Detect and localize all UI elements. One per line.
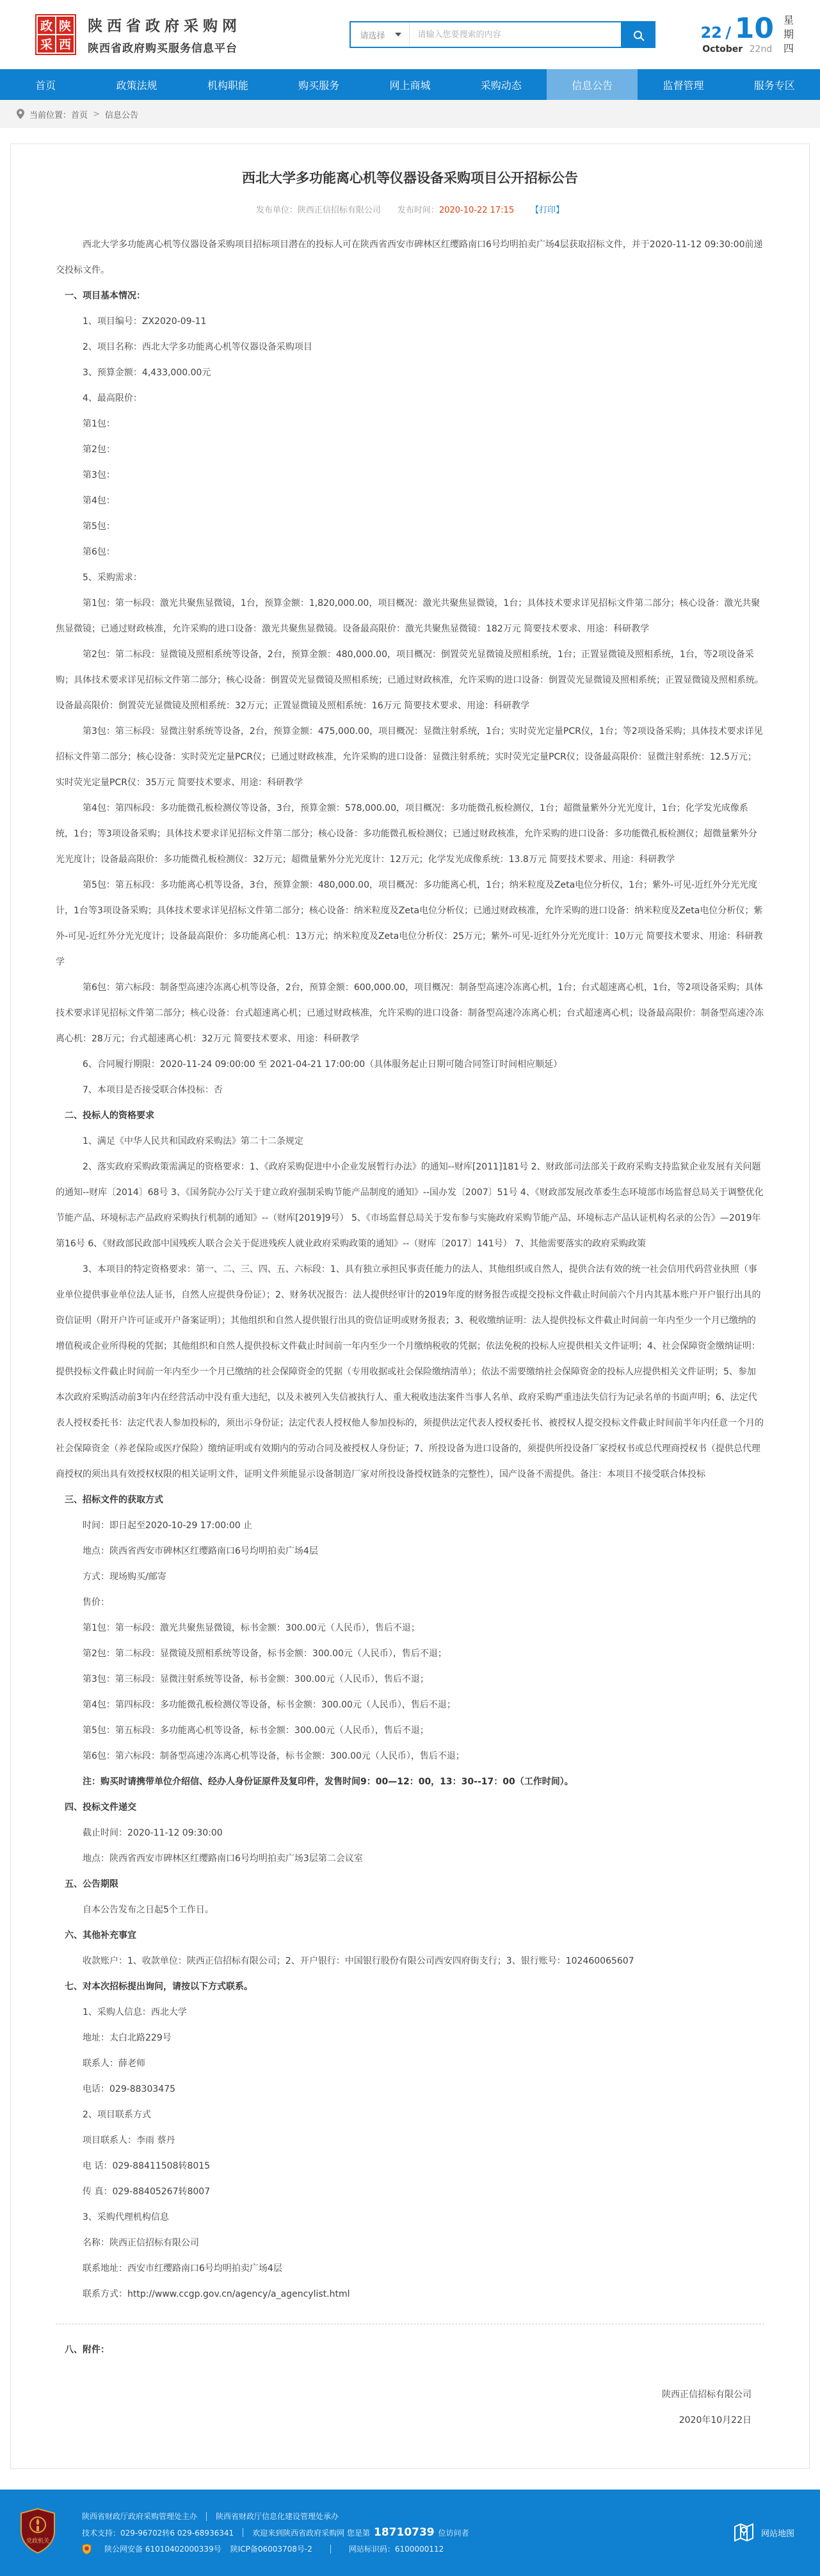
article-paragraph: 联系地址：西安市红缨路南口6号均明拍卖广场4层 [83, 2263, 282, 2274]
date-ordinal: 22nd [749, 44, 773, 54]
signature-date: 2020年10月22日 [679, 2415, 752, 2425]
search-button[interactable] [621, 22, 654, 47]
article-meta [56, 203, 764, 215]
visitor-count: 18710739 [374, 2526, 435, 2539]
article-paragraph: 售价： [83, 1597, 109, 1608]
article-paragraph: 第5包：第五标段：多功能离心机等设备，3台，预算金额：480,000.00，项目概况：多功能离心机，1台；纳米粒度及Zeta电位分析仪，1台；紫外-可见-近红外分光光度计，1台等3项设备采购；具体技术要求详见招标文件第二部分；核心设备：纳米粒度及Zeta电位分析仪；已通过财政核准，允许采购的进口设备：纳米粒度及Zeta电位分析仪；紫外-可见-近红外分光光度计；设备最高限价：多功能离心机：13万元；纳米粒度及Zeta电位分析仪：25万元；紫外-可见-近红外分光光度计：10万元 简要技术要求、用途：科研教学 [56, 879, 763, 967]
footer-undertaker: 陕西省财政厅信息化建设管理处承办 [216, 2512, 339, 2521]
date-weekday: 星 期 四 [783, 14, 794, 54]
article-paragraph: 第5包： [83, 521, 115, 532]
article-paragraph: 第3包： [83, 469, 115, 480]
logo-char: 采 [38, 35, 55, 53]
gov-badge-icon [19, 2508, 56, 2557]
article-paragraph: 第4包： [83, 495, 115, 506]
footer-support: 技术支持：029-96702转6 029-68936341 [82, 2528, 234, 2538]
breadcrumb-prefix: 当前位置： [29, 110, 72, 120]
footer-beian[interactable]: 陕公网安备 61010402000339号 [104, 2545, 221, 2554]
article-paragraph: 自本公告发布之日起5个工作日。 [83, 1904, 214, 1915]
article-paragraph: 传 真：029-88405267转8007 [83, 2186, 211, 2197]
footer-organizer: 陕西省财政厅政府采购管理处主办 [82, 2512, 198, 2521]
article-paragraph: 方式：现场购买/邮寄 [83, 1571, 166, 1582]
date-day: 22 [700, 24, 722, 42]
article-paragraph: 第3包：第三标段：显微注射系统等设备，2台，预算金额：475,000.00，项目概况：显微注射系统，1台；实时荧光定量PCR仪，1台；等2项设备采购；具体技术要求详见招标文件第二部分；核心设备：实时荧光定量PCR仪；已通过财政核准，允许采购的进口设备：显微注射系统；实时荧光定量PCR仪；设备最高限价：显微注射系统：12.5万元；实时荧光定量PCR仪：35万元 简要技术要求、用途：科研教学 [56, 726, 763, 788]
announcement-article [10, 143, 810, 2469]
article-paragraph: 第5包：第五标段：多功能离心机等设备，标书金额：300.00元（人民币），售后不退； [83, 1725, 429, 1736]
footer-welcome-suffix: 位访问者 [438, 2528, 469, 2538]
nav-item-5[interactable]: 采购动态 [480, 79, 522, 92]
date-month-number: 10 [734, 12, 774, 45]
article-paragraph: 第3包：第三标段：显微注射系统等设备，标书金额：300.00元（人民币），售后不退； [83, 1674, 429, 1684]
nav-item-4[interactable]: 网上商城 [389, 79, 431, 92]
search-bar [350, 21, 655, 48]
article-paragraph: 地址：太白北路229号 [83, 2032, 172, 2043]
article-paragraph: 第6包：第六标段：制备型高速冷冻离心机等设备，标书金额：300.00元（人民币），售后不退； [83, 1750, 465, 1761]
article-paragraph: 时间：即日起至2020-10-29 17:00:00 止 [83, 1520, 253, 1531]
nav-item-2[interactable]: 机构职能 [207, 79, 248, 92]
sitemap-label: 网站地图 [760, 2529, 794, 2539]
article-paragraph: 4、最高限价： [83, 393, 142, 404]
article-paragraph: 电 话：029-88411508转8015 [83, 2160, 211, 2171]
article-wrapper [0, 128, 820, 2490]
article-paragraph: 1、满足《中华人民共和国政府采购法》第二十二条规定 [83, 1136, 303, 1146]
footer-site-code: 网站标识码：6100000112 [348, 2545, 444, 2554]
site-subtitle: 陕西省政府购买服务信息平台 [88, 42, 237, 55]
logo-char: 西 [56, 35, 74, 53]
nav-item-0[interactable]: 首页 [35, 79, 56, 92]
article-paragraph: 第1包： [83, 418, 115, 429]
signature-company: 陕西正信招标有限公司 [662, 2389, 752, 2400]
article-paragraph: 2、项目名称：西北大学多功能离心机等仪器设备采购项目 [83, 341, 312, 352]
nav-item-6[interactable]: 信息公告 [547, 69, 638, 100]
footer-icp[interactable]: 陕ICP备06003708号-2 [230, 2545, 312, 2554]
article-paragraph: 6、合同履行期限：2020-11-24 09:00:00 至 2021-04-21 17:00:00（具体服务起止日期可随合同签订时间相应顺延） [83, 1059, 563, 1070]
breadcrumb [0, 100, 820, 128]
section-heading: 四、投标文件递交 [65, 1802, 136, 1813]
breadcrumb-separator: > [93, 109, 100, 119]
article-paragraph: 1、采购人信息：西北大学 [83, 2007, 187, 2018]
section-heading: 五、公告期限 [65, 1879, 118, 1889]
date-month-name: October [702, 44, 743, 54]
logo-char: 陕 [56, 17, 74, 34]
section-heading: 二、投标人的资格要求 [65, 1110, 154, 1121]
page-title: 西北大学多功能离心机等仪器设备采购项目公开招标公告 [242, 170, 578, 186]
footer-welcome-prefix: 欢迎来到陕西省政府采购网 您是第 [252, 2528, 370, 2538]
map-icon [733, 2522, 755, 2543]
section-heading: 一、项目基本情况： [65, 290, 145, 301]
article-paragraph: 地点：陕西省西安市碑林区红缨路南口6号均明拍卖广场4层 [83, 1545, 318, 1556]
site-logo [35, 14, 76, 55]
nav-item-1[interactable]: 政策法规 [116, 79, 157, 92]
signature-block [56, 2382, 764, 2433]
article-paragraph: 第6包： [83, 546, 115, 557]
article-paragraph: 项目联系人：李雨 蔡丹 [83, 2135, 175, 2146]
article-paragraph: 地点：陕西省西安市碑林区红缨路南口6号均明拍卖广场3层第二会议室 [83, 1853, 363, 1864]
nav-item-7[interactable]: 监督管理 [663, 79, 704, 92]
article-paragraph: 2、项目联系方式 [83, 2109, 151, 2120]
article-body [56, 232, 764, 2363]
publisher-label: 发布单位： [255, 205, 298, 215]
article-paragraph: 第6包：第六标段：制备型高速冷冻离心机等设备，2台，预算金额：600,000.00，项目概况：制备型高速冷冻离心机，1台；台式超速离心机，1台，等2项设备采购；具体技术要求详见招标文件第二部分；核心设备：台式超速离心机；已通过财政核准，允许采购的进口设备：制备型高速冷冻离心机；台式超速离心机；设备最高限价：制备型高速冷冻离心机：28万元；台式超速离心机：32万元 简要技术要求、用途：科研教学 [56, 982, 764, 1044]
search-input[interactable] [410, 22, 621, 47]
publisher-value: 陕西正信招标有限公司 [297, 205, 381, 215]
date-widget [700, 13, 794, 56]
article-paragraph: 收款账户：1、收款单位：陕西正信招标有限公司；2、开户银行：中国银行股份有限公司西安四府街支行；3、银行账号：102460065607 [83, 1955, 634, 1966]
article-paragraph: 5、采购需求： [83, 572, 142, 583]
article-paragraph: 注：购买时请携带单位介绍信、经办人身份证原件及复印件，发售时间9：00—12：00，13：30--17：00（工作时间）。 [83, 1776, 574, 1787]
search-select-label: 请选择 [360, 31, 385, 41]
logo-char: 政 [38, 17, 55, 34]
article-paragraph: 联系人：薛老师 [83, 2058, 145, 2069]
police-badge-icon [82, 2544, 92, 2554]
article-paragraph: 3、采购代理机构信息 [83, 2212, 169, 2222]
article-paragraph: 第4包：第四标段：多功能微孔板检测仪等设备，标书金额：300.00元（人民币），售后不退； [83, 1699, 456, 1710]
article-paragraph: 第4包：第四标段：多功能微孔板检测仪等设备，3台，预算金额：578,000.00，项目概况：多功能微孔板检测仪，1台；超微量紫外分光光度计，1台；化学发光成像系统，1台；等3项设备采购；具体技术要求详见招标文件第二部分；核心设备：多功能微孔板检测仪；已通过财政核准，允许采购的进口设备：多功能微孔板检测仪；超微量紫外分光光度计；设备最高限价：多功能微孔板检测仪：32万元；超微量紫外分光光度计：12万元；化学发光成像系统：13.8万元 简要技术要求、用途：科研教学 [56, 803, 757, 865]
article-paragraph: 联系方式：http://www.ccgp.gov.cn/agency/a_agencylist.html [83, 2288, 350, 2299]
publish-time-label: 发布时间： [397, 205, 439, 215]
article-paragraph: 第2包： [83, 444, 115, 455]
publish-time-value: 2020-10-22 17:15 [438, 205, 515, 215]
gov-badge-label: 党政机关 [26, 2538, 50, 2545]
location-pin-icon [17, 109, 24, 119]
section-heading: 六、其他补充事宜 [65, 1930, 136, 1941]
article-paragraph: 7、本项目是否接受联合体投标：否 [83, 1084, 223, 1095]
chevron-down-icon [395, 33, 401, 37]
site-footer [0, 2490, 820, 2576]
site-title: 陕西省政府采购网 [88, 18, 241, 35]
breadcrumb-current: 信息公告 [104, 110, 138, 120]
article-paragraph: 西北大学多功能离心机等仪器设备采购项目招标项目潜在的投标人可在陕西省西安市碑林区红缨路南口6号均明拍卖广场4层获取招标文件，并于2020-11-12 09:30:00前递交投标文件。 [56, 239, 763, 275]
print-button[interactable]: 【打印】 [531, 205, 565, 215]
article-paragraph: 3、预算金额：4,433,000.00元 [83, 367, 211, 378]
article-paragraph: 电话：029-88303475 [83, 2083, 176, 2094]
article-paragraph: 第2包：第二标段：显微镜及照相系统等设备，2台，预算金额：480,000.00，项目概况：倒置荧光显微镜及照相系统，1台；正置显微镜及照相系统，1台，等2项设备采购；具体技术要求详见招标文件第二部分；核心设备：倒置荧光显微镜及照相系统；已通过财政核准，允许采购的进口设备：倒置荧光显微镜及照相系统；正置显微镜及照相系统。设备最高限价：倒置荧光显微镜及照相系统：32万元；正置显微镜及照相系统：16万元 简要技术要求、用途：科研教学 [56, 649, 764, 711]
article-paragraph: 第1包：第一标段：激光共聚焦显微镜，1台，预算金额：1,820,000.00，项目概况：激光共聚焦显微镜，1台；具体技术要求详见招标文件第二部分；核心设备：激光共聚焦显微镜；已通过财政核准，允许采购的进口设备：激光共聚焦显微镜。设备最高限价：激光共聚焦显微镜：182万元 简要技术要求、用途：科研教学 [56, 598, 760, 634]
date-slash: / [725, 24, 732, 42]
article-paragraph: 截止时间：2020-11-12 09:30:00 [83, 1827, 223, 1838]
search-icon [634, 31, 642, 39]
section-heading: 七、对本次招标提出询问，请按以下方式联系。 [65, 1981, 253, 1992]
section-heading: 八、附件： [65, 2344, 109, 2355]
divider [206, 2512, 207, 2521]
divider [330, 2545, 331, 2554]
section-heading: 三、招标文件的获取方式 [65, 1494, 163, 1505]
article-paragraph: 名称：陕西正信招标有限公司 [83, 2237, 199, 2248]
article-paragraph: 3、本项目的特定资格要求：第一、二、三、四、五、六标段：1、具有独立承担民事责任能力的法人、其他组织或自然人，提供合法有效的统一社会信用代码营业执照（事业单位提供事业单位法人证书，自然人应提供身份证）；2、财务状况报告：法人提供经审计的2019年度的财务报告或提交投标文件截止时间前六个月内其基本账户开户银行出具的资信证明（附开户许可证或开户备案证明）；其他组织和自然人提供银行出具的资信证明或财务报表；3、税收缴纳证明：法人提供投标文件截止时间前一年内至少一个月已缴纳的增值税或企业所得税的凭据；其他组织和自然人提供投标文件截止时间前一年内至少一个月缴纳税收的凭据；依法免税的投标人应提供相关文件证明；4、社会保障资金缴纳证明：提供投标文件截止时间前一年内至少一个月已缴纳的社会保障资金的凭据（专用收据或社会保险缴纳清单）；依法不需要缴纳社会保障资金的投标人应提供相关文件证明；5、参加本次政府采购活动前3年内在经营活动中没有重大违纪，以及未被列入失信被执行人、重大税收违法案件当事人名单、政府采购严重违法失信行为记录名单的书面声明；6、法定代表人授权委托书：法定代表人参加投标的，须出示身份证；法定代表人授权他人参加投标的，须提供法定代表人授权委托书、被授权人提交投标文件截止时间前半年内任意一个月的社会保障资金（养老保险或医疗保险）缴纳证明或有效期内的劳动合同及被授权人身份证；7、所投设备为进口设备的，须提供所投设备厂家授权书或总代理商授权书（提供总代理商授权的须出具有效授权权限的相关证明文件，证明文件须能显示设备制造厂家对所投设备授权链条的完整性），国产设备不需提供。备注：本项目不接受联合体投标 [56, 1264, 764, 1480]
article-paragraph: 第2包：第二标段：显微镜及照相系统等设备，标书金额：300.00元（人民币），售后不退； [83, 1648, 447, 1659]
site-header [0, 0, 820, 69]
article-paragraph: 第1包：第一标段：激光共聚焦显微镜，标书金额：300.00元（人民币），售后不退； [83, 1622, 420, 1633]
article-paragraph: 1、项目编号：ZX2020-09-11 [83, 316, 207, 327]
search-category-select[interactable] [351, 22, 410, 47]
article-paragraph: 2、落实政府采购政策需满足的资格要求：1、《政府采购促进中小企业发展暂行办法》的通知--财库[2011]181号 2、财政部司法部关于政府采购支持监狱企业发展有关问题的通知--财库〔2014〕68号 3、《国务院办公厅关于建立政府强制采购节能产品制度的通知》--国办发〔2007〕51号 4、《财政部发展改革委生态环境部市场监督总局关于调整优化节能产品、环境标志产品政府采购执行机制的通知》--（财库[2019]9号） 5、《市场监督总局关于发布参与实施政府采购节能产品、环境标志产品认证机构名录的公告》—2019年第16号 6、《财政部民政部中国残疾人联合会关于促进残疾人就业政府采购政策的通知》--（财库〔2017〕141号） 7、其他需要落实的政府采购政策 [56, 1161, 764, 1249]
nav-item-3[interactable]: 购买服务 [298, 79, 340, 92]
nav-item-8[interactable]: 服务专区 [753, 79, 795, 92]
main-nav [0, 69, 820, 100]
breadcrumb-home-link[interactable]: 首页 [71, 110, 88, 120]
sitemap-link[interactable] [733, 2522, 794, 2543]
